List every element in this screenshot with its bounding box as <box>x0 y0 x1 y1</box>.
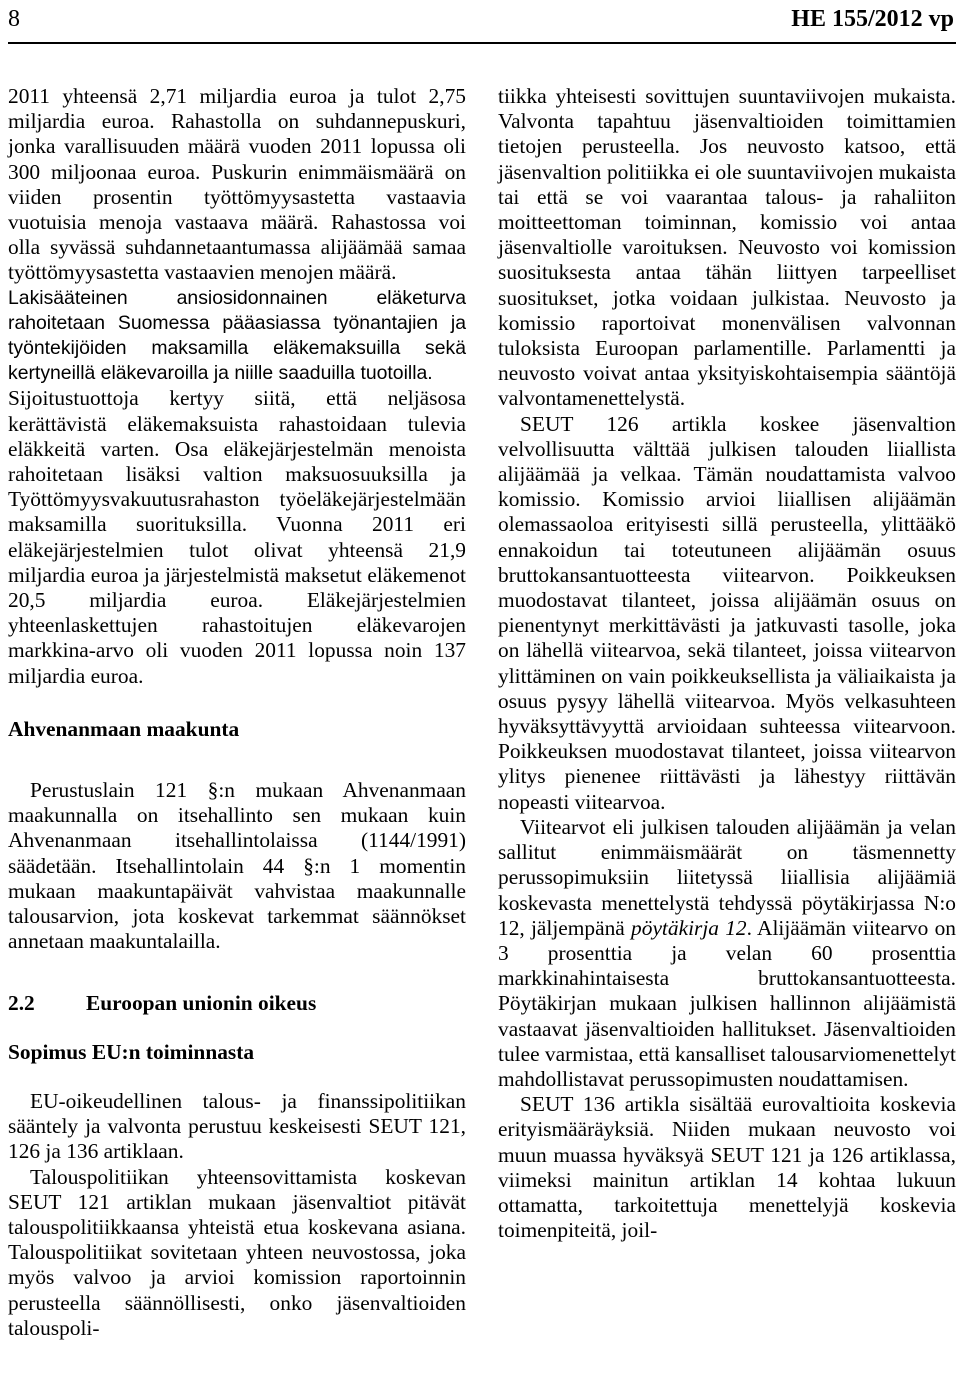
right-column <box>498 84 956 1243</box>
paragraph-article-121: Talouspolitiikan yhteensovittamista koskevan SEUT 121 artiklan mukaan jäsenvaltiot pitävät talouspolitiikkaansa yhteistä etua koskevana asiana. Talouspolitiikat sovitetaan yhteen neuvostossa, joka myös valvoo ja arvioi komission raportoinnin perusteella säännöllisesti, onko jäsenvaltioiden talouspoli- <box>8 1164 466 1340</box>
paragraph-unemployment-fund: 2011 yhteensä 2,71 miljardia euroa ja tulot 2,75 miljardia euroa. Rahastolla on suhdannepuskuri, jonka varallisuuden määrä vuoden 2011 lopussa oli 300 miljoonaa euroa. Puskurin enimmäismäärä on viiden prosentin työttömyysastetta vastaavia vuotuisia menoja vastaava määrä. Rahastossa voi olla syvässä suhdannetaantumassa alijäämää samaa työttömyysastetta vastaavien menojen määrä. <box>8 84 466 285</box>
subsection-heading-tfeu: Sopimus EU:n toiminnasta <box>8 1039 255 1064</box>
paragraph-surveillance: tiikka yhteisesti sovittujen suuntaviivojen mukaista. Valvonta tapahtuu jäsenvaltioiden toimittamien tietojen perusteella. Jos neuvosto katsoo, että jäsenvaltion politiikka ei ole suuntaviivojen mukaista tai että se voi vaarantaa talous- ja rahaliiton moitteettoman toiminnan, komissio voi antaa jäsenvaltiolle varoituksen. Neuvosto voi komission suosituksesta antaa tähän liittyen tarpeelliset suositukset, jotka voidaan julkistaa. Neuvosto ja komissio raportoivat monenvälisen valvonnan tuloksista Euroopan parlamentille. Parlamentti ja neuvosto voivat antaa yksityiskohtaisempia sääntöjä valvontamenettelystä. <box>498 84 956 411</box>
paragraph-article-126: SEUT 126 artikla koskee jäsenvaltion velvollisuutta välttää julkisen talouden liiallista alijäämää ja velkaa. Tämän noudattamista valvoo komissio. Komissio arvioi liiallisen alijäämän olemassaoloa erityisesti sillä perusteella, ylittääkö ennakoidun tai toteutuneen alijäämän osuus bruttokansantuotteesta viitearvon. Poikkeuksen muodostavat tilanteet, joissa alijäämän osuus on pienentynyt merkittävästi ja jatkuvasti tasolle, joka on lähellä viitearvoa, sekä tilanteet, joissa viitearvon ylittäminen on vain poikkeuksellista ja väliaikaista ja osuus pysyy lähellä viitearvoa. Myös velkasuhteen hyväksyttävyyttä arvioidaan suhteessa viitearvoon. Poikkeuksen muodostavat tilanteet, joissa viitearvon ylitys pienenee riittävästi ja lähestyy riittävän nopeasti viitearvoa. <box>498 411 956 814</box>
paragraph-eu-regulation: EU-oikeudellinen talous- ja finanssipolitiikan sääntely ja valvonta perustuu keskeisesti SEUT 121, 126 ja 136 artiklaan. <box>8 1088 466 1164</box>
paragraph-article-136: SEUT 136 artikla sisältää eurovaltioita koskevia erityismääräyksiä. Niiden mukaan neuvosto voi muun muassa hyväksyä SEUT 121 ja 126 artiklassa, viimeksi mainitun artiklan 14 kohtaa lukuun ottamatta, tarkoitettuja menettelyjä koskevia toimenpiteitä, joil- <box>498 1092 956 1243</box>
page-header <box>8 4 954 38</box>
header-rule <box>8 42 956 44</box>
paragraph-pension-funds: Sijoitustuottoja kertyy siitä, että neljäsosa kerättävistä eläkemaksuista rahastoidaan tulevia eläkkeitä varten. Osa eläkejärjestelmän menoista rahoitetaan lisäksi valtion maksuosuuksilla ja Työttömyysvakuutusrahaston työeläkejärjestelmään maksamilla suorituksilla. Vuonna 2011 eri eläkejärjestelmien tulot olivat yhteensä 21,9 miljardia euroa ja järjestelmistä maksetut eläkemenot 20,5 miljardia euroa. Eläkejärjestelmien yhteenlaskettujen rahastoitujen eläkevarojen markkina-arvo oli vuoden 2011 lopussa noin 137 miljardia euroa. <box>8 386 466 688</box>
paragraph-aland-autonomy: Perustuslain 121 §:n mukaan Ahvenanmaan maakunnalla on itsehallinto sen mukaan kuin Ahvenanmaan itsehallintolaissa (1144/1991) säädetään. Itsehallintolain 44 §:n 1 momentin mukaan maakuntapäivät vahvistaa maakunnalle talousarvion, jota koskevat tarkemmat säännökset annetaan maakuntalailla. <box>8 778 466 954</box>
section-heading-aland: Ahvenanmaan maakunta <box>8 716 240 741</box>
page-number: 8 <box>8 6 20 32</box>
text-run: Viitearvot eli julkisen talouden alijäämän ja velan sallitut enimmäismäärät on täsmennetty perussopimuksiin liitetyssä liiallisia alijäämiä koskevasta menettelystä tehdyssä pöytäkirjassa N:o 12, jäljempänä <box>498 814 956 940</box>
left-column <box>8 84 466 1341</box>
document-id: HE 155/2012 vp <box>791 6 954 32</box>
section-heading-eu-law <box>8 991 466 1016</box>
text-run: . Alijäämän viitearvo on 3 prosenttia ja velan 60 prosenttia markkinahintaisesta bruttokansantuotteesta. Pöytäkirjan mukaan julkisen hallinnon alijäämistä vastaavat jäsenvaltioiden hallitukset. Jäsenvaltioiden tulee varmistaa, että kansalliset talousarviomenettelyt mahdollistavat perussopimusten noudattamisen. <box>498 915 956 1091</box>
emphasis-protocol-12: pöytäkirja 12 <box>631 915 747 940</box>
section-number: 2.2 <box>8 990 35 1015</box>
section-title: Euroopan unionin oikeus <box>86 990 317 1015</box>
paragraph-pension-financing: Lakisääteinen ansiosidonnainen eläketurva rahoitetaan Suomessa pääasiassa työnantajien ja työntekijöiden maksamilla eläkemaksuilla sekä kertyneillä eläkevaroilla ja niille saaduilla tuotoilla. <box>8 286 466 385</box>
paragraph-reference-values <box>498 815 956 1092</box>
